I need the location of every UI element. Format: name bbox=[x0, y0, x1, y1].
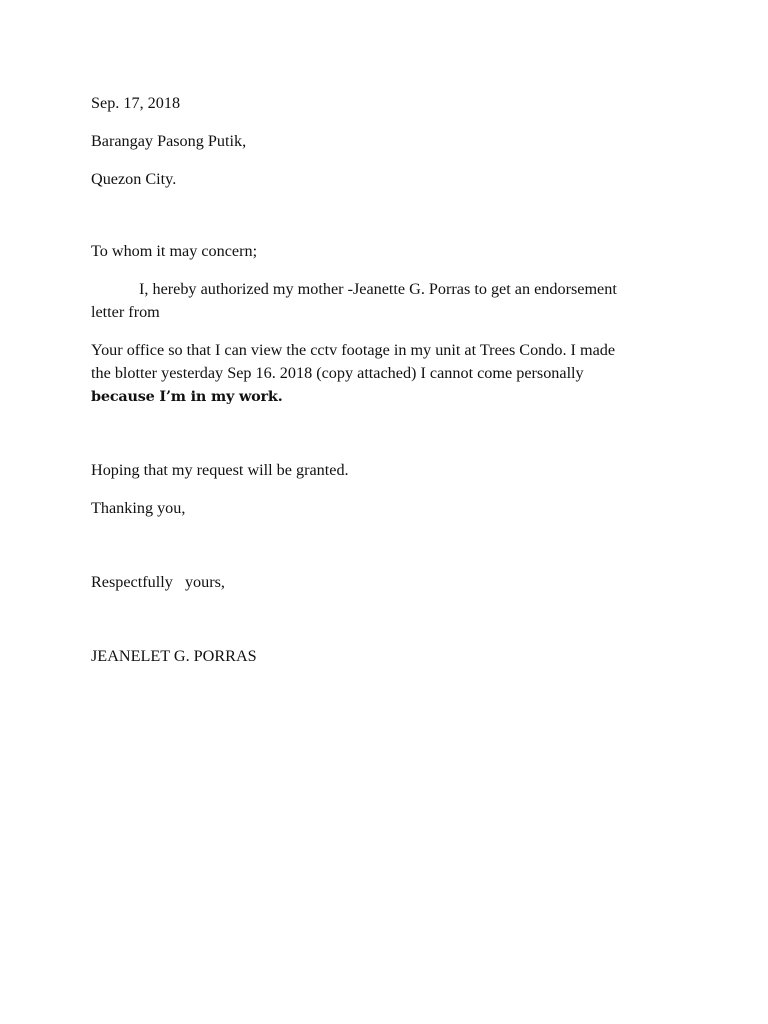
body-line-1: I, hereby authorized my mother -Jeanette G. Porras to get an endorsement bbox=[139, 280, 617, 298]
salutation: To whom it may concern; bbox=[91, 242, 258, 260]
letter-date: Sep. 17, 2018 bbox=[91, 94, 181, 112]
body-line-5: because I’m in my work. bbox=[91, 388, 283, 405]
thanks-line: Thanking you, bbox=[91, 499, 186, 517]
address-line-1: Barangay Pasong Putik, bbox=[91, 132, 247, 150]
closing-line: Respectfully yours, bbox=[91, 573, 225, 591]
body-line-4: the blotter yesterday Sep 16. 2018 (copy attached) I cannot come personally bbox=[91, 364, 584, 382]
body-line-2: letter from bbox=[91, 303, 160, 321]
address-line-2: Quezon City. bbox=[91, 170, 177, 188]
hope-line: Hoping that my request will be granted. bbox=[91, 461, 349, 479]
body-line-3: Your office so that I can view the cctv footage in my unit at Trees Condo. I made bbox=[91, 341, 616, 359]
signature-name: JEANELET G. PORRAS bbox=[91, 647, 257, 665]
